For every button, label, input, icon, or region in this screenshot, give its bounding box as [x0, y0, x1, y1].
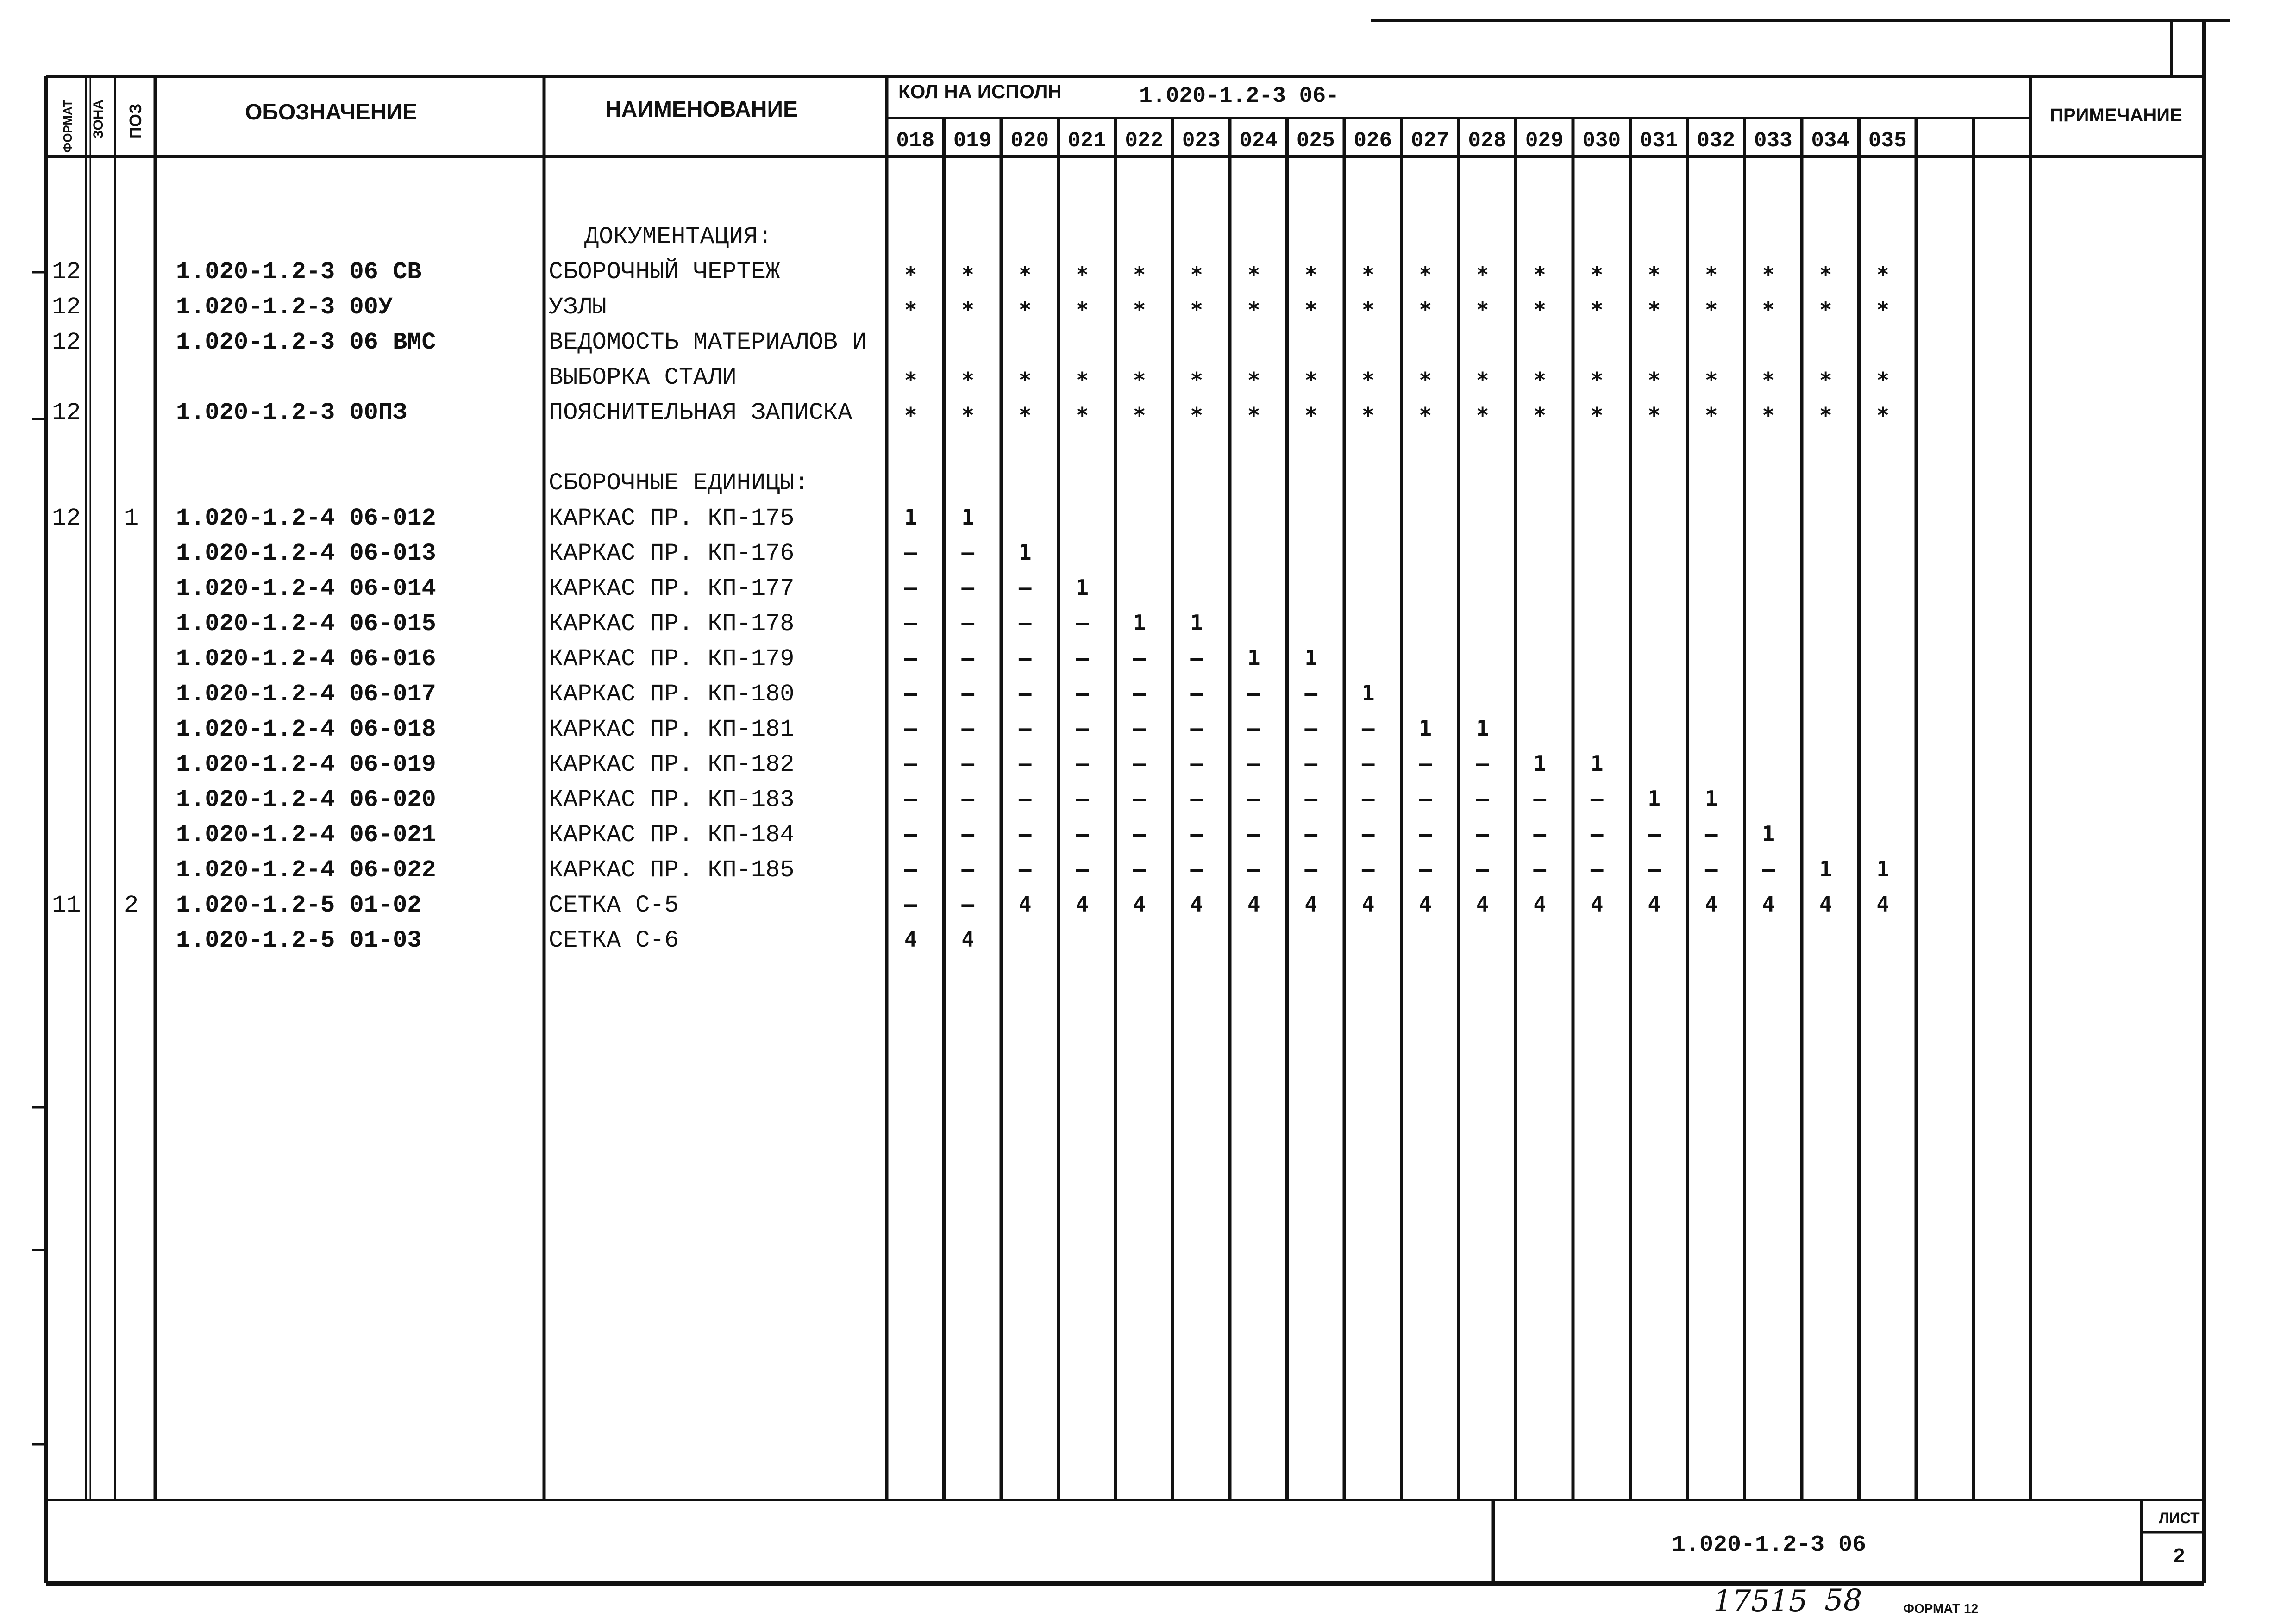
quantity-cell: –: [1304, 856, 1318, 881]
note-column-header: ПРИМЕЧАНИЕ: [2050, 105, 2182, 125]
quantity-cell: –: [1304, 821, 1318, 846]
quantity-cell: –: [1304, 681, 1318, 706]
quantity-cell: –: [961, 540, 975, 565]
row-name: КАРКАС ПР. КП-175: [549, 505, 795, 532]
quantity-cell: *: [1876, 297, 1890, 322]
quantity-cell: –: [1133, 751, 1146, 776]
table-body: [52, 223, 1889, 954]
designation-column-header: ОБОЗНАЧЕНИЕ: [245, 100, 417, 125]
quantity-cell: *: [1819, 297, 1832, 322]
variant-label: 032: [1697, 129, 1736, 153]
variant-label: 034: [1811, 129, 1850, 153]
quantity-cell: –: [904, 610, 917, 635]
row-designation: 1.020-1.2-3 00ПЗ: [176, 399, 407, 426]
quantity-cell: *: [1133, 368, 1146, 393]
quantity-cell: –: [1361, 751, 1375, 776]
quantity-cell: –: [1419, 786, 1432, 811]
quantity-cell: –: [1476, 821, 1489, 846]
row-name: КАРКАС ПР. КП-182: [549, 751, 795, 778]
quantity-cell: –: [1190, 786, 1203, 811]
quantity-cell: –: [1247, 681, 1260, 706]
quantity-cell: –: [1133, 786, 1146, 811]
quantity-cell: –: [961, 610, 975, 635]
quantity-cell: –: [961, 856, 975, 881]
quantity-cell: –: [1648, 856, 1661, 881]
variant-label: 028: [1468, 129, 1507, 153]
quantity-cell: 1: [1648, 786, 1661, 811]
quantity-cell: –: [961, 821, 975, 846]
row-designation: 1.020-1.2-4 06-015: [176, 610, 436, 637]
quantity-cell: *: [1476, 297, 1489, 322]
sheet-label: ЛИСТ: [2159, 1510, 2200, 1526]
row-format: 12: [52, 399, 81, 426]
quantity-cell: *: [1361, 262, 1375, 287]
quantity-cell: –: [1076, 821, 1089, 846]
quantity-cell: –: [1533, 821, 1547, 846]
quantity-cell: 1: [1247, 645, 1260, 670]
quantity-cell: *: [1018, 403, 1032, 428]
quantity-cell: *: [1762, 297, 1775, 322]
row-format: 11: [52, 892, 81, 919]
variant-label: 035: [1868, 129, 1907, 153]
quantity-cell: –: [1533, 856, 1547, 881]
quantity-cell: –: [904, 716, 917, 741]
quantity-cell: 4: [961, 927, 975, 952]
quantity-cell: 1: [1590, 751, 1604, 776]
quantity-cell: 1: [1704, 786, 1718, 811]
quantity-cell: *: [1876, 368, 1890, 393]
quantity-cell: *: [1247, 262, 1260, 287]
quantity-cell: –: [904, 856, 917, 881]
quantity-cell: *: [1590, 262, 1604, 287]
quantity-cell: –: [1419, 856, 1432, 881]
quantity-cell: *: [1648, 262, 1661, 287]
quantity-cell: –: [1076, 716, 1089, 741]
quantity-cell: *: [1304, 297, 1318, 322]
quantity-cell: –: [1076, 751, 1089, 776]
quantity-cell: 1: [1361, 681, 1375, 706]
quantity-cell: *: [1361, 297, 1375, 322]
quantity-cell: 4: [1476, 892, 1489, 917]
quantity-cell: –: [961, 716, 975, 741]
quantity-cell: 4: [1704, 892, 1718, 917]
row-format: 12: [52, 505, 81, 532]
quantity-cell: *: [1133, 403, 1146, 428]
row-designation: 1.020-1.2-4 06-018: [176, 716, 436, 743]
quantity-cell: *: [1361, 368, 1375, 393]
quantity-cell: *: [1018, 262, 1032, 287]
quantity-cell: –: [1018, 786, 1032, 811]
table-row: [176, 681, 1375, 708]
quantity-cell: 4: [1018, 892, 1032, 917]
quantity-cell: –: [1476, 751, 1489, 776]
quantity-cell: 4: [1304, 892, 1318, 917]
quantity-cell: –: [1018, 821, 1032, 846]
format-column-header: ФОРМАТ: [61, 100, 75, 153]
quantity-cell: *: [1133, 262, 1146, 287]
variant-label: 029: [1525, 129, 1564, 153]
quantity-cell: *: [1819, 403, 1832, 428]
table-row: [52, 399, 1889, 428]
row-designation: 1.020-1.2-4 06-012: [176, 505, 436, 532]
quantity-cell: 4: [1133, 892, 1146, 917]
quantity-cell: –: [1190, 716, 1203, 741]
variant-label: 018: [896, 129, 935, 153]
quantity-cell: *: [1076, 262, 1089, 287]
quantity-cell: –: [1590, 856, 1604, 881]
row-designation: 1.020-1.2-4 06-014: [176, 575, 436, 602]
quantity-cell: *: [1704, 297, 1718, 322]
variant-label: 021: [1067, 129, 1106, 153]
quantity-cell: –: [1247, 716, 1260, 741]
quantity-cell: *: [1133, 297, 1146, 322]
quantity-cell: *: [1419, 368, 1432, 393]
quantity-cell: 4: [1247, 892, 1260, 917]
quantity-cell: *: [1304, 403, 1318, 428]
quantity-cell: –: [1133, 716, 1146, 741]
row-designation: 1.020-1.2-4 06-021: [176, 821, 436, 849]
variant-label: 025: [1296, 129, 1335, 153]
row-designation: 1.020-1.2-4 06-020: [176, 786, 436, 813]
row-designation: 1.020-1.2-5 01-02: [176, 892, 422, 919]
quantity-cell: –: [1762, 856, 1775, 881]
quantity-cell: 1: [1304, 645, 1318, 670]
quantity-cell: *: [1190, 368, 1203, 393]
quantity-cell: –: [1076, 786, 1089, 811]
row-name: КАРКАС ПР. КП-184: [549, 821, 795, 849]
row-name: КАРКАС ПР. КП-183: [549, 786, 795, 813]
quantity-cell: –: [1419, 821, 1432, 846]
quantity-cell: –: [1304, 786, 1318, 811]
quantity-cell: –: [1018, 575, 1032, 600]
quantity-cell: 1: [961, 505, 975, 530]
variant-label: 027: [1410, 129, 1449, 153]
table-row: [176, 856, 1889, 884]
table-header: [61, 81, 2182, 153]
quantity-cell: –: [1361, 786, 1375, 811]
title-block: [1672, 1510, 2200, 1618]
quantity-cell: –: [1190, 681, 1203, 706]
table-row: [176, 645, 1317, 673]
quantity-cell: *: [1590, 368, 1604, 393]
table-row: [176, 540, 1032, 567]
quantity-cell: –: [1018, 856, 1032, 881]
quantity-cell: 1: [1762, 821, 1775, 846]
quantity-cell: *: [961, 403, 975, 428]
quantity-cell: *: [1247, 297, 1260, 322]
inventory-sheet: 58: [1824, 1583, 1862, 1618]
variant-label: 026: [1354, 129, 1392, 153]
quantity-cell: –: [961, 892, 975, 917]
table-row: [549, 469, 809, 497]
quantity-cell: –: [961, 645, 975, 670]
quantity-cell: *: [904, 368, 917, 393]
quantity-cell: 1: [1533, 751, 1547, 776]
quantity-cell: *: [1704, 262, 1718, 287]
table-row: [176, 716, 1489, 743]
row-name: КАРКАС ПР. КП-179: [549, 645, 795, 673]
quantity-cell: –: [1190, 645, 1203, 670]
row-designation: 1.020-1.2-5 01-03: [176, 927, 422, 954]
quantity-cell: –: [1247, 856, 1260, 881]
sheet-number: 2: [2173, 1544, 2185, 1567]
quantity-cell: 1: [1419, 716, 1432, 741]
quantity-cell: *: [1762, 262, 1775, 287]
quantity-cell: –: [904, 575, 917, 600]
quantity-cell: *: [1361, 403, 1375, 428]
quantity-cell: –: [904, 540, 917, 565]
quantity-cell: –: [1533, 786, 1547, 811]
row-name: КАРКАС ПР. КП-178: [549, 610, 795, 637]
zone-column-header: ЗОНА: [91, 99, 106, 139]
variant-label: 033: [1754, 129, 1792, 153]
quantity-cell: *: [1419, 403, 1432, 428]
table-row: [176, 575, 1089, 602]
variant-label: 030: [1582, 129, 1621, 153]
table-row: [176, 751, 1604, 778]
quantity-cell: *: [1018, 297, 1032, 322]
quantity-cell: *: [1533, 297, 1547, 322]
table-row: [584, 223, 772, 250]
quantity-cell: –: [1419, 751, 1432, 776]
quantity-cell: *: [1076, 403, 1089, 428]
row-position: 2: [124, 892, 139, 919]
quantity-cell: –: [1361, 856, 1375, 881]
inventory-number: 17515: [1713, 1584, 1808, 1618]
quantity-cell: –: [1304, 716, 1318, 741]
quantity-cell: –: [1018, 751, 1032, 776]
position-column-header: ПОЗ: [126, 103, 145, 139]
quantity-header-label: КОЛ НА ИСПОЛН: [898, 81, 1062, 102]
quantity-cell: 1: [1876, 856, 1890, 881]
quantity-cell: –: [1018, 610, 1032, 635]
table-row: [52, 505, 974, 532]
variant-label: 024: [1239, 129, 1278, 153]
quantity-cell: 4: [1876, 892, 1890, 917]
quantity-cell: –: [1590, 786, 1604, 811]
quantity-cell: *: [904, 297, 917, 322]
quantity-cell: *: [1419, 262, 1432, 287]
quantity-cell: –: [1190, 751, 1203, 776]
row-name: КАРКАС ПР. КП-177: [549, 575, 795, 602]
quantity-cell: –: [904, 821, 917, 846]
quantity-cell: *: [1018, 368, 1032, 393]
row-designation: 1.020-1.2-3 06 СВ: [176, 258, 422, 286]
quantity-cell: 1: [904, 505, 917, 530]
row-designation: 1.020-1.2-3 00У: [176, 294, 393, 321]
quantity-cell: –: [1076, 681, 1089, 706]
quantity-cell: 4: [1819, 892, 1832, 917]
quantity-cell: –: [904, 786, 917, 811]
quantity-cell: 4: [1590, 892, 1604, 917]
quantity-cell: –: [904, 892, 917, 917]
quantity-cell: –: [1076, 856, 1089, 881]
quantity-cell: *: [1076, 368, 1089, 393]
quantity-cell: –: [1190, 821, 1203, 846]
row-designation: 1.020-1.2-4 06-019: [176, 751, 436, 778]
row-position: 1: [124, 505, 139, 532]
row-name: ВЫБОРКА СТАЛИ: [549, 364, 737, 391]
quantity-cell: –: [1704, 856, 1718, 881]
quantity-cell: 4: [1533, 892, 1547, 917]
quantity-header-series: 1.020-1.2-3 06-: [1139, 84, 1340, 109]
quantity-cell: –: [1247, 821, 1260, 846]
quantity-cell: –: [1133, 645, 1146, 670]
quantity-cell: –: [1247, 751, 1260, 776]
quantity-cell: –: [1018, 716, 1032, 741]
row-name: СБОРОЧНЫЙ ЧЕРТЕЖ: [549, 258, 780, 286]
quantity-cell: *: [961, 262, 975, 287]
row-format: 12: [52, 329, 81, 356]
quantity-cell: *: [1762, 403, 1775, 428]
quantity-cell: –: [904, 751, 917, 776]
quantity-cell: *: [1704, 403, 1718, 428]
quantity-cell: *: [1648, 368, 1661, 393]
quantity-cell: –: [961, 751, 975, 776]
quantity-cell: *: [1247, 368, 1260, 393]
quantity-cell: *: [1476, 403, 1489, 428]
quantity-cell: –: [1190, 856, 1203, 881]
quantity-cell: *: [1476, 262, 1489, 287]
quantity-cell: *: [1819, 368, 1832, 393]
variant-label: 023: [1182, 129, 1221, 153]
quantity-cell: *: [904, 262, 917, 287]
name-column-header: НАИМЕНОВАНИЕ: [605, 97, 798, 122]
doc-code: 1.020-1.2-3 06: [1671, 1532, 1867, 1558]
quantity-cell: *: [1590, 297, 1604, 322]
quantity-cell: *: [1476, 368, 1489, 393]
quantity-cell: 1: [1819, 856, 1832, 881]
quantity-cell: –: [1076, 610, 1089, 635]
quantity-cell: –: [1247, 786, 1260, 811]
row-name: СБОРОЧНЫЕ ЕДИНИЦЫ:: [549, 469, 809, 497]
quantity-cell: *: [1533, 262, 1547, 287]
quantity-cell: –: [1133, 681, 1146, 706]
quantity-cell: *: [1648, 297, 1661, 322]
variant-label: 022: [1125, 129, 1164, 153]
row-designation: 1.020-1.2-4 06-013: [176, 540, 436, 567]
table-row: [176, 927, 974, 954]
quantity-cell: –: [904, 681, 917, 706]
quantity-cell: 1: [1018, 540, 1032, 565]
table-row: [52, 294, 1889, 322]
quantity-cell: 1: [1476, 716, 1489, 741]
quantity-cell: 1: [1076, 575, 1089, 600]
row-name: СЕТКА С-5: [549, 892, 679, 919]
quantity-cell: –: [1018, 681, 1032, 706]
quantity-cell: –: [1476, 856, 1489, 881]
quantity-cell: *: [1190, 403, 1203, 428]
table-row: [52, 329, 867, 356]
row-name: ВЕДОМОСТЬ МАТЕРИАЛОВ И: [549, 329, 867, 356]
quantity-cell: –: [1361, 821, 1375, 846]
quantity-cell: *: [1304, 368, 1318, 393]
quantity-cell: *: [1190, 297, 1203, 322]
table-row: [52, 892, 1889, 919]
quantity-cell: –: [1361, 716, 1375, 741]
quantity-cell: *: [1876, 403, 1890, 428]
quantity-cell: 4: [1190, 892, 1203, 917]
row-name: КАРКАС ПР. КП-176: [549, 540, 795, 567]
quantity-cell: *: [961, 368, 975, 393]
quantity-cell: *: [1076, 297, 1089, 322]
table-row: [176, 821, 1775, 849]
quantity-cell: *: [1648, 403, 1661, 428]
row-designation: 1.020-1.2-3 06 ВМС: [176, 329, 436, 356]
quantity-cell: –: [1133, 821, 1146, 846]
quantity-cell: *: [1190, 262, 1203, 287]
quantity-cell: 4: [1361, 892, 1375, 917]
row-name: ДОКУМЕНТАЦИЯ:: [584, 223, 772, 250]
row-name: УЗЛЫ: [549, 294, 607, 321]
quantity-cell: *: [1876, 262, 1890, 287]
row-name: ПОЯСНИТЕЛЬНАЯ ЗАПИСКА: [549, 399, 852, 426]
quantity-cell: –: [961, 575, 975, 600]
quantity-cell: *: [1762, 368, 1775, 393]
quantity-cell: 1: [1190, 610, 1203, 635]
format-note: ФОРМАТ 12: [1903, 1601, 1979, 1616]
quantity-cell: *: [961, 297, 975, 322]
variant-label: 031: [1639, 129, 1678, 153]
quantity-cell: –: [1076, 645, 1089, 670]
quantity-cell: –: [1648, 821, 1661, 846]
row-name: КАРКАС ПР. КП-181: [549, 716, 795, 743]
quantity-cell: *: [1533, 403, 1547, 428]
quantity-cell: *: [1704, 368, 1718, 393]
quantity-cell: *: [1590, 403, 1604, 428]
row-designation: 1.020-1.2-4 06-017: [176, 681, 436, 708]
quantity-cell: –: [1590, 821, 1604, 846]
row-format: 12: [52, 294, 81, 321]
quantity-cell: *: [1819, 262, 1832, 287]
row-designation: 1.020-1.2-4 06-022: [176, 856, 436, 884]
quantity-cell: *: [1533, 368, 1547, 393]
variant-label: 019: [953, 129, 992, 153]
quantity-cell: *: [1304, 262, 1318, 287]
quantity-cell: 4: [1762, 892, 1775, 917]
variant-label: 020: [1010, 129, 1049, 153]
quantity-cell: 1: [1133, 610, 1146, 635]
table-row: [52, 258, 1889, 287]
quantity-cell: 4: [1076, 892, 1089, 917]
quantity-cell: 4: [1648, 892, 1661, 917]
table-row: [176, 610, 1203, 637]
quantity-cell: 4: [904, 927, 917, 952]
quantity-cell: *: [904, 403, 917, 428]
quantity-cell: –: [961, 786, 975, 811]
quantity-cell: –: [1304, 751, 1318, 776]
quantity-cell: –: [1018, 645, 1032, 670]
table-row: [176, 786, 1718, 813]
quantity-cell: –: [1133, 856, 1146, 881]
quantity-cell: *: [1419, 297, 1432, 322]
row-format: 12: [52, 258, 81, 286]
quantity-cell: 4: [1419, 892, 1432, 917]
row-name: КАРКАС ПР. КП-185: [549, 856, 795, 884]
quantity-cell: –: [961, 681, 975, 706]
quantity-cell: –: [1476, 786, 1489, 811]
row-name: КАРКАС ПР. КП-180: [549, 681, 795, 708]
row-name: СЕТКА С-6: [549, 927, 679, 954]
row-designation: 1.020-1.2-4 06-016: [176, 645, 436, 673]
quantity-cell: –: [1704, 821, 1718, 846]
quantity-cell: –: [904, 645, 917, 670]
quantity-cell: *: [1247, 403, 1260, 428]
